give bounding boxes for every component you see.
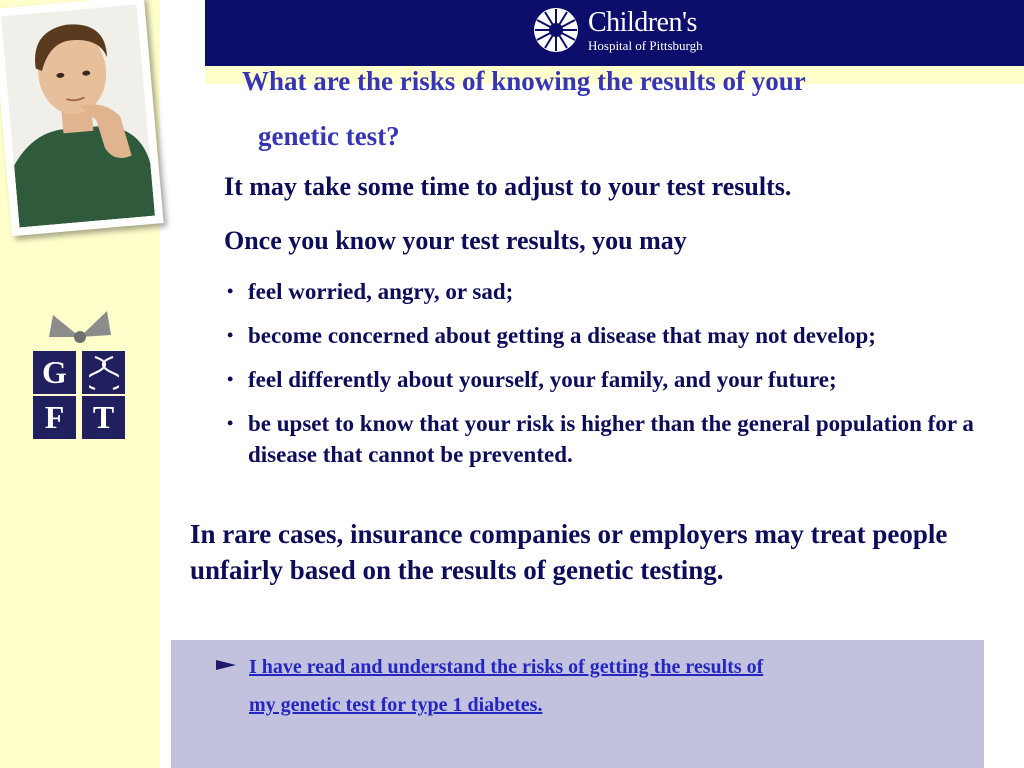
logo-subtitle: Hospital of Pittsburgh [588,37,703,53]
sunburst-logo-icon [532,6,580,54]
consent-link-line-1[interactable]: I have read and understand the risks of getting the results of [249,656,764,678]
bullet-icon: • [227,281,234,301]
consent-link[interactable] [249,648,763,724]
lead-in-paragraph: Once you know your test results, you may [224,226,687,255]
gft-letter-t: T [82,396,125,439]
gft-badge [33,307,127,439]
title-line-2: genetic test? [258,121,400,151]
list-item [225,276,1020,307]
boy-photo [0,0,164,236]
intro-paragraph: It may take some time to adjust to your test results. [224,172,792,201]
risk-list [225,276,1020,483]
hospital-logo [532,6,703,54]
ribbon-bow-icon [47,307,113,347]
bullet-icon: • [227,325,234,345]
list-item [225,364,1020,395]
dna-helix-icon [82,351,125,394]
list-item [225,408,1020,470]
bullet-icon: • [227,369,234,389]
list-item-text: be upset to know that your risk is higher than the general population for a disease that cannot be prevented. [248,411,974,467]
consent-panel [171,640,984,768]
title-line-1: What are the risks of knowing the results of your [242,66,806,96]
list-item-text: feel worried, angry, or sad; [248,279,514,304]
gft-letter-f: F [33,396,76,439]
list-item-text: become concerned about getting a disease that may not develop; [248,323,876,348]
list-item [225,320,1020,351]
bullet-icon: • [227,413,234,433]
gft-letter-g: G [33,351,76,394]
insurance-paragraph: In rare cases, insurance companies or employers may treat people unfairly based on the results of genetic testing. [190,519,948,585]
consent-link-line-2[interactable]: my genetic test for type 1 diabetes. [249,694,543,716]
arrow-pointer-icon [216,658,236,672]
list-item-text: feel differently about yourself, your family, and your future; [248,367,837,392]
thinking-boy-illustration [1,4,155,227]
logo-name: Children's [588,6,697,38]
